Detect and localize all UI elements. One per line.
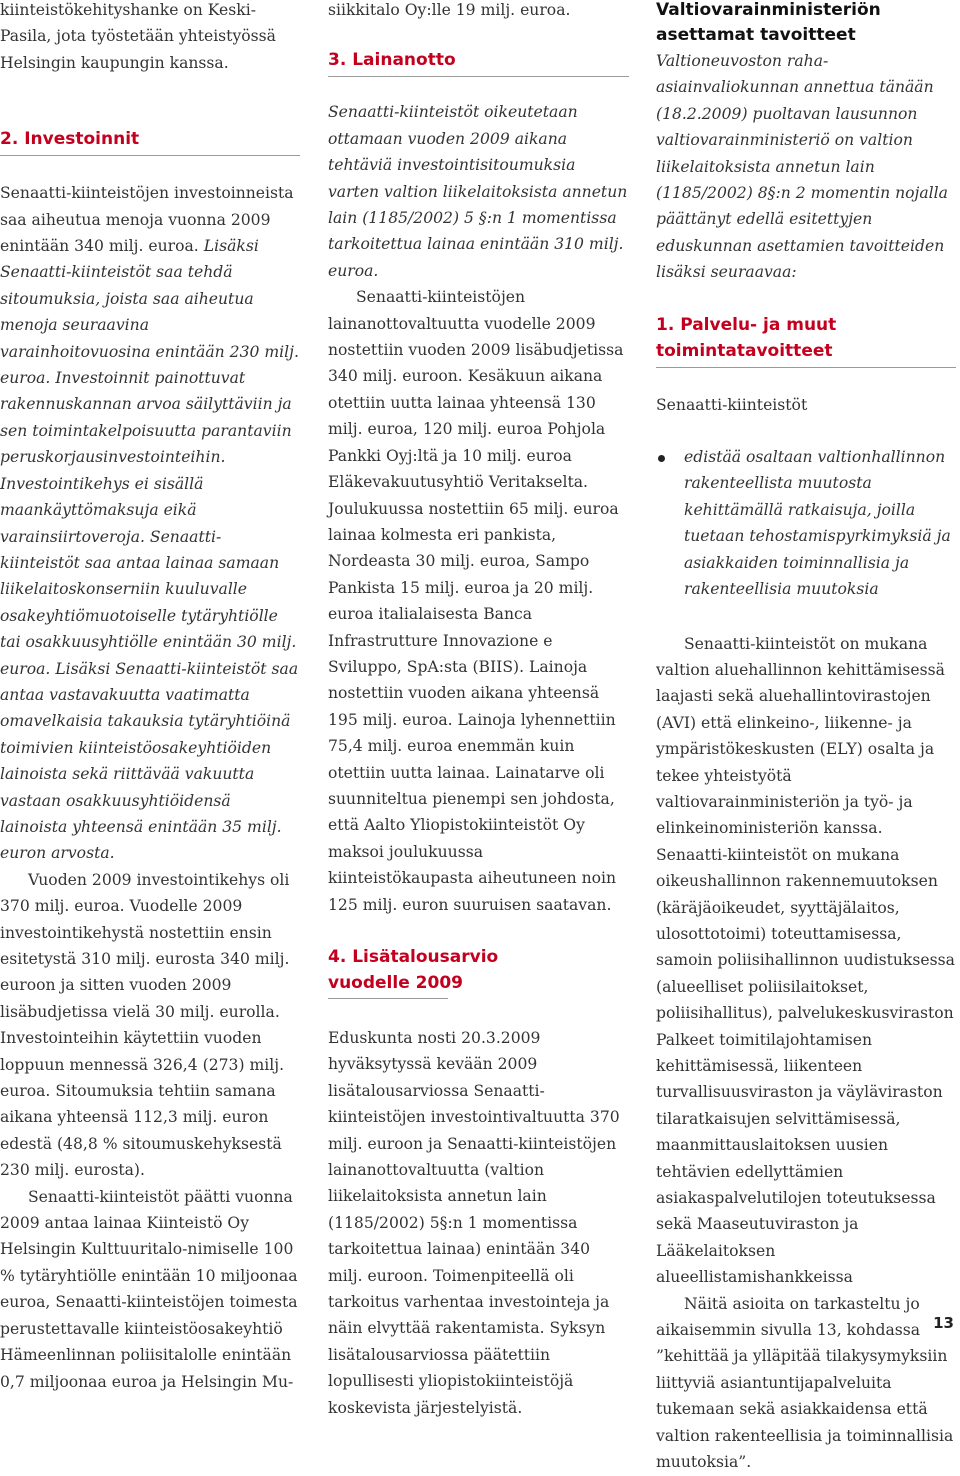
- page-number: 13: [933, 1314, 954, 1332]
- ministry-targets-heading-line2: asettamat tavoitteet: [656, 25, 856, 45]
- column-right: [656, 0, 956, 1476]
- continued-text: siikkitalo Oy:lle 19 milj. euroa.: [328, 1, 571, 19]
- section-2-heading: 2. Investoinnit: [0, 126, 300, 156]
- section-3-heading: 3. Lainanotto: [328, 47, 629, 77]
- bullet-text: edistää osaltaan valtionhallinnon rakenteellista muutosta kehittämällä ratkaisuja, joilla tuetaan tehostamispyrkimyksiä ja asiakkaiden toiminnallisia ja rakenteellisia muutoksia: [684, 448, 951, 599]
- loan-decision-paragraph: Senaatti-kiinteistöt päätti vuonna 2009 antaa lainaa Kiinteistö Oy Helsingin Kulttuuritalo-nimiselle 100 % tytäryhtiölle enintään 10 miljoonaa euroa, Senaatti-kiinteistöjen toimesta perustettavalle kiinteistöosakeyhtiö Hämeenlinnan poliisitalolle enintään 0,7 miljoonaa euroa ja Helsingin Mu-: [0, 1187, 298, 1391]
- investments-paragraph: [0, 180, 300, 867]
- column-left: [0, 0, 300, 1395]
- section-1-heading-line2: toimintatavoitteet: [656, 340, 833, 361]
- column-middle: [328, 0, 629, 1421]
- bullet-item: [656, 444, 956, 602]
- section-1-heading-line1: 1. Palvelu- ja muut: [656, 314, 837, 335]
- investment-frame-paragraph: Vuoden 2009 investointikehys oli 370 milj. euroa. Vuodelle 2009 investointikehystä nostettiin ensin esitetystä 310 milj. eurosta 340 milj. euroon ja sitten vuoden 2009 lisäbudjetissa vielä 30 milj. eurolla. Investointeihin käytettiin vuoden loppuun mennessä 326,4 (273) milj. euroa. Sitoumuksia tehtiin samana aikana yhteensä 112,3 milj. euron edestä (48,8 % sitoumuskehyksestä 230 milj. eurosta).: [0, 870, 290, 1180]
- intro-paragraph: kiinteistökehityshanke on Keski-Pasila, jota työstetään yhteistyössä Helsingin kaupungin kanssa.: [0, 1, 276, 72]
- reference-paragraph: Näitä asioita on tarkasteltu jo aikaisemmin sivulla 13, kohdassa ”kehittää ja ylläpitää tilakysymyksiin liittyviä asiantuntijapalveluita tukemaan sekä asiakkaidensa että valtion rakenteellisia ja toiminnallisia muutoksia”.: [656, 1294, 954, 1472]
- investments-italic-text: Lisäksi Senaatti-kiinteistöt saa tehdä sitoumuksia, joista saa aiheutua menoja seuraavina varainhoitovuosina enintään 230 milj. euroa. Investoinnit painottuvat rakennuskannan arvoa säilyttäviin ja sen toimintakelpoisuutta parantaviin peruskorjausinvestointeihin. Investointikehys ei sisällä maankäyttömaksuja eikä varainsiirtoveroja. Senaatti-kiinteistöt saa antaa lainaa samaan liikelaitoskonserniin kuuluvalle osakeyhtiömuotoiselle tytäryhtiölle tai osakkuusyhtiölle enintään 30 milj. euroa. Lisäksi Senaatti-kiinteistöt saa antaa vastavakuutta vaatimatta omavelkaisia takauksia tytäryhtiöinä toimivien kiinteistöosakeyhtiöiden lainoista sekä riittävää vakuutta vastaan osakkuusyhtiöidensä lainoista yhteensä enintään 35 milj. euron arvosta.: [0, 237, 299, 863]
- section-4-heading-line1: 4. Lisätalousarvio: [328, 947, 499, 967]
- regional-administration-paragraph: Senaatti-kiinteistöt on mukana valtion aluehallinnon kehittämisessä laajasti sekä aluehallintovirastojen (AVI) että elinkeino-, liikenne- ja ympäristökeskusten (ELY) osalta ja tekee yhteistyötä valtiovarainministeriön ja työ- ja elinkeinoministeriön kanssa. Senaatti-kiinteistöt on mukana oikeushallinnon rakennemuutoksen (käräjäoikeudet, syyttäjälaitos, ulosottotoimi) toteuttamisessa, samoin poliisihallinnon uudistuksessa (alueelliset poliisilaitokset, poliisihallitus), palvelukeskusviraston Palkeet toimitilajohtamisen kehittämisessä, liikenteen turvallisuusviraston ja väyläviraston tilaratkaisujen selvittämisessä, maanmittauslaitoksen uusien tehtävien edellyttämien asiakaspalvelutilojen toteutuksessa sekä Maaseutuviraston ja Lääkelaitoksen alueellistamishankkeissa: [656, 634, 955, 1287]
- ministry-targets-paragraph: Valtioneuvoston raha-asiainvaliokunnan annettua tänään (18.2.2009) puoltavan lausunnon valtiovarainministeriö on valtion liikelaitoksista annetun lain (1185/2002) 8§:n 2 momentin nojalla päättänyt edellä esitettyjen eduskunnan asettamien tavoitteiden lisäksi seuraavaa:: [656, 52, 948, 282]
- bullet-icon: [658, 455, 665, 462]
- investments-lead-text: Senaatti-kiinteistöjen investoinneista saa aiheutua menoja vuonna 2009 enintään 340 milj. euroa.: [0, 184, 294, 256]
- section-4-heading-line2: vuodelle 2009: [328, 973, 463, 993]
- borrowing-italic-paragraph: Senaatti-kiinteistöt oikeutetaan ottamaan vuoden 2009 aikana tehtäviä investointisitoumuksia varten valtion liikelaitoksista annetun lain (1185/2002) 5 §:n 1 momentissa tarkoitettua lainaa enintään 310 milj. euroa.: [328, 103, 628, 280]
- borrowing-paragraph: Senaatti-kiinteistöjen lainanottovaltuutta vuodelle 2009 nostettiin vuoden 2009 lisäbudjetissa 340 milj. euroon. Kesäkuun aikana otettiin uutta lainaa yhteensä 130 milj. euroa, 120 milj. euroa Pohjola Pankki Oyj:ltä ja 10 milj. euroa Eläkevakuutusyhtiö Veritakselta. Joulukuussa nostettiin 65 milj. euroa lainaa kolmesta eri pankista, Nordeasta 30 milj. euroa, Sampo Pankista 15 milj. euroa ja 20 milj. euroa italialaisesta Banca Infrastrutture Innovazione e Sviluppo, SpA:sta (BIIS). Lainoja nostettiin vuoden aikana yhteensä 195 milj. euroa. Lainoja lyhennettiin 75,4 milj. euroa enemmän kuin otettiin uutta lainaa. Lainatarve oli suunniteltua pienempi sen johdosta, että Aalto Yliopistokiinteistöt Oy maksoi joulukuussa kiinteistökaupasta aiheutuneen noin 125 milj. euron suuruisen saatavan.: [328, 288, 624, 914]
- supplementary-budget-paragraph: Eduskunta nosti 20.3.2009 hyväksytyssä kevään 2009 lisätalousarviossa Senaatti-kiinteistöjen investointivaltuutta 370 milj. euroon ja Senaatti-kiinteistöjen lainanottovaltuutta (valtion liikelaitoksista annetun lain (1185/2002) 5§:n 1 momentissa tarkoitettua lainaa) enintään 340 milj. euroon. Toimenpiteellä oli tarkoitus varhentaa investointeja ja näin elvyttää rakentamista. Syksyn lisätalousarviossa päätettiin lopullisesti yliopistokiinteistöjä koskevista järjestelyistä.: [328, 1029, 620, 1417]
- section-1-heading: [656, 312, 956, 368]
- section-4-heading: [328, 944, 629, 996]
- section-4-divider: [328, 998, 448, 999]
- ministry-targets-heading-line1: Valtiovarainministeriön: [656, 0, 881, 20]
- senaatti-label: Senaatti-kiinteistöt: [656, 395, 808, 414]
- ministry-targets-heading: [656, 0, 956, 48]
